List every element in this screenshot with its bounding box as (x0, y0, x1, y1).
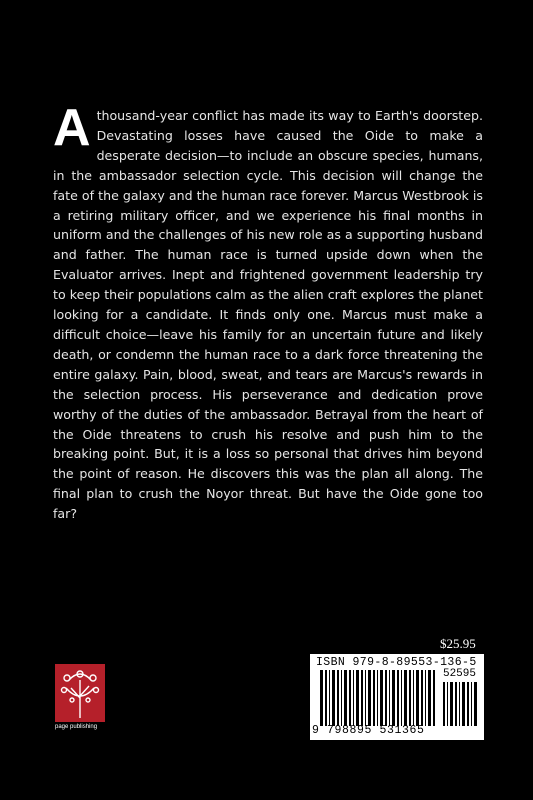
drop-cap: A (53, 99, 91, 157)
back-cover-blurb (53, 99, 483, 524)
price-label: $25.95 (440, 636, 476, 651)
isbn-barcode (310, 654, 484, 740)
publisher-name: page publishing (55, 724, 98, 730)
ean-digits: 9 798895 531365 (312, 724, 425, 737)
isbn-label: ISBN 979-8-89553-136-5 (316, 656, 477, 669)
supplement-barcode-bars (443, 682, 479, 726)
barcode-bars (320, 670, 436, 726)
tree-icon (55, 664, 105, 722)
publisher-logo (55, 664, 105, 734)
price-code: 52595 (442, 668, 476, 680)
blurb-text: thousand-year conflict has made its way to Earth's doorstep. Devastating losses have caused the Oide to make a desperate decision—to include an obscure species, humans, in the ambassador selection cycle. This decision will change the fate of the galaxy and the human race forever. Marcus Westbrook is a retiring military officer, and we experience his final months in uniform and the challenges of his new role as a supporting husband and father. The human race is turned upside down when the Evaluator arrives. Inept and frightened government leadership try to keep their populations calm as the alien craft explores the planet looking for a candidate. It finds only one. Marcus must make a difficult choice—leave his family for an uncertain future and likely death, or condemn the human race to a dark force threatening the entire galaxy. Pain, blood, sweat, and tears are Marcus's rewards in the selection process. His perseverance and dedication prove worthy of the duties of the ambassador. Betrayal from the heart of the Oide threatens to crush his resolve and push him to the breaking point. But, it is a loss so personal that drives him beyond the point of reason. He discovers this was the plan all along. The final plan to crush the Noyor threat. But have the Oide gone too far? (53, 108, 483, 522)
